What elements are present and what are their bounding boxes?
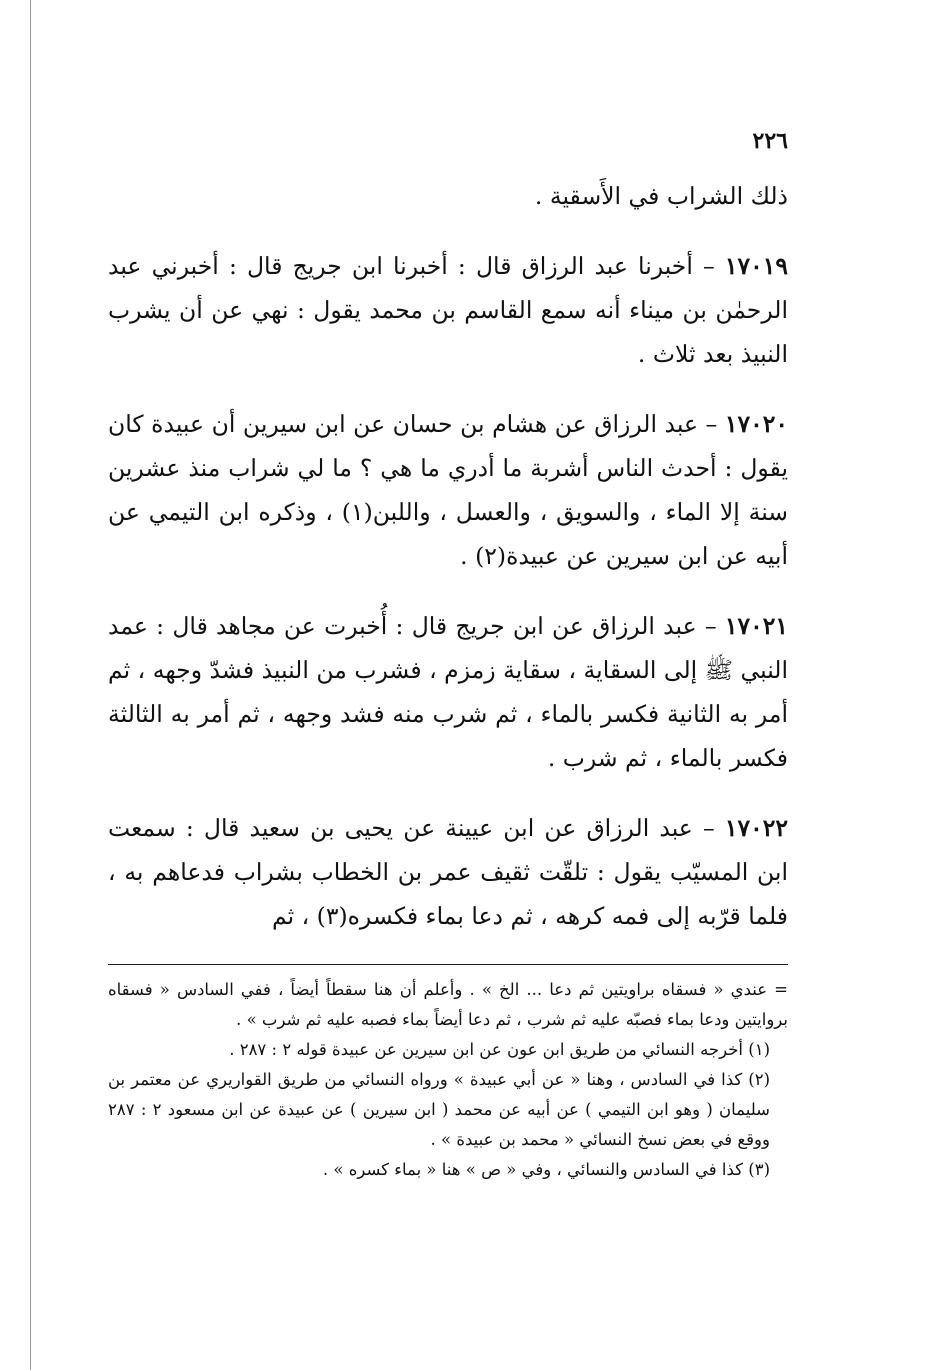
footnote-continuation: = عندي « فسقاه براويتين ثم دعا ... الخ » . وأعلم أن هنا سقطاً أيضاً ، ففي السادس « فسقاه بروايتين ودعا بماء فصبّه عليه ثم شرب ، ثم دعا أيضاً بماء فصبه عليه ثم شرب » . — [108, 980, 788, 1029]
hadith-number: ١٧٠١٩ — [724, 252, 788, 280]
hadith-text: – عبد الرزاق عن ابن جريج قال : أُخبرت عن مجاهد قال : عمد النبي ﷺ إلى السقاية ، سقاية زمزم ، فشرب من النبيذ فشدّ وجهه ، ثم أمر به الثانية فكسر بالماء ، ثم شرب منه فشد وجهه ، ثم أمر به الثالثة فكسر بالماء ، ثم شرب . — [108, 612, 788, 772]
footnote-1: (١) أخرجه النسائي من طريق ابن عون عن ابن سيرين عن عبيدة قوله ٢ : ٢٨٧ . — [229, 1040, 770, 1059]
paragraph-continuation — [108, 174, 788, 218]
hadith-text: – عبد الرزاق عن ابن عيينة عن يحيى بن سعيد قال : سمعت ابن المسيّب يقول : تلقّت ثقيف عمر بن الخطاب بشراب فدعاهم به ، فلما قرّبه إلى فمه كرهه ، ثم دعا بماء فكسره(٣) ، ثم — [108, 814, 788, 930]
book-page — [108, 118, 788, 1185]
paragraph-text: ذلك الشراب في الأَسقية . — [534, 182, 788, 210]
hadith-17022 — [108, 806, 788, 938]
hadith-text: – عبد الرزاق عن هشام بن حسان عن ابن سيرين أن عبيدة كان يقول : أحدث الناس أشربة ما أدري ما هي ؟ ما لي شراب منذ عشرين سنة إلا الماء ، والسويق ، والعسل ، واللبن(١) ، وذكره ابن التيمي عن أبيه عن ابن سيرين عن عبيدة(٢) . — [108, 410, 788, 570]
hadith-17021 — [108, 604, 788, 780]
footnote-3: (٣) كذا في السادس والنسائي ، وفي « ص » هنا « بماء كسره » . — [322, 1160, 770, 1179]
hadith-number: ١٧٠٢٢ — [724, 814, 788, 842]
page-number: ٢٢٦ — [752, 128, 788, 154]
hadith-text: – أخبرنا عبد الرزاق قال : أخبرنا ابن جريج قال : أخبرني عبد الرحمٰن بن ميناء أنه سمع القاسم بن محمد يقول : نهي عن أن يشرب النبيذ بعد ثلاث . — [108, 252, 788, 368]
hadith-number: ١٧٠٢١ — [724, 612, 788, 640]
footnote-divider — [108, 964, 788, 965]
hadith-number: ١٧٠٢٠ — [724, 410, 788, 438]
hadith-17019 — [108, 244, 788, 376]
binding-edge-line — [30, 0, 31, 1370]
footnote-2: (٢) كذا في السادس ، وهنا « عن أبي عبيدة » ورواه النسائي من طريق القواريري عن معتمر بن سليمان ( وهو ابن التيمي ) عن أبيه عن محمد ( ابن سيرين ) عن عبيدة عن ابن مسعود ٢ : ٢٨٧ ووقع في بعض نسخ النسائي « محمد بن عبيدة » . — [108, 1070, 770, 1149]
hadith-17020 — [108, 402, 788, 578]
